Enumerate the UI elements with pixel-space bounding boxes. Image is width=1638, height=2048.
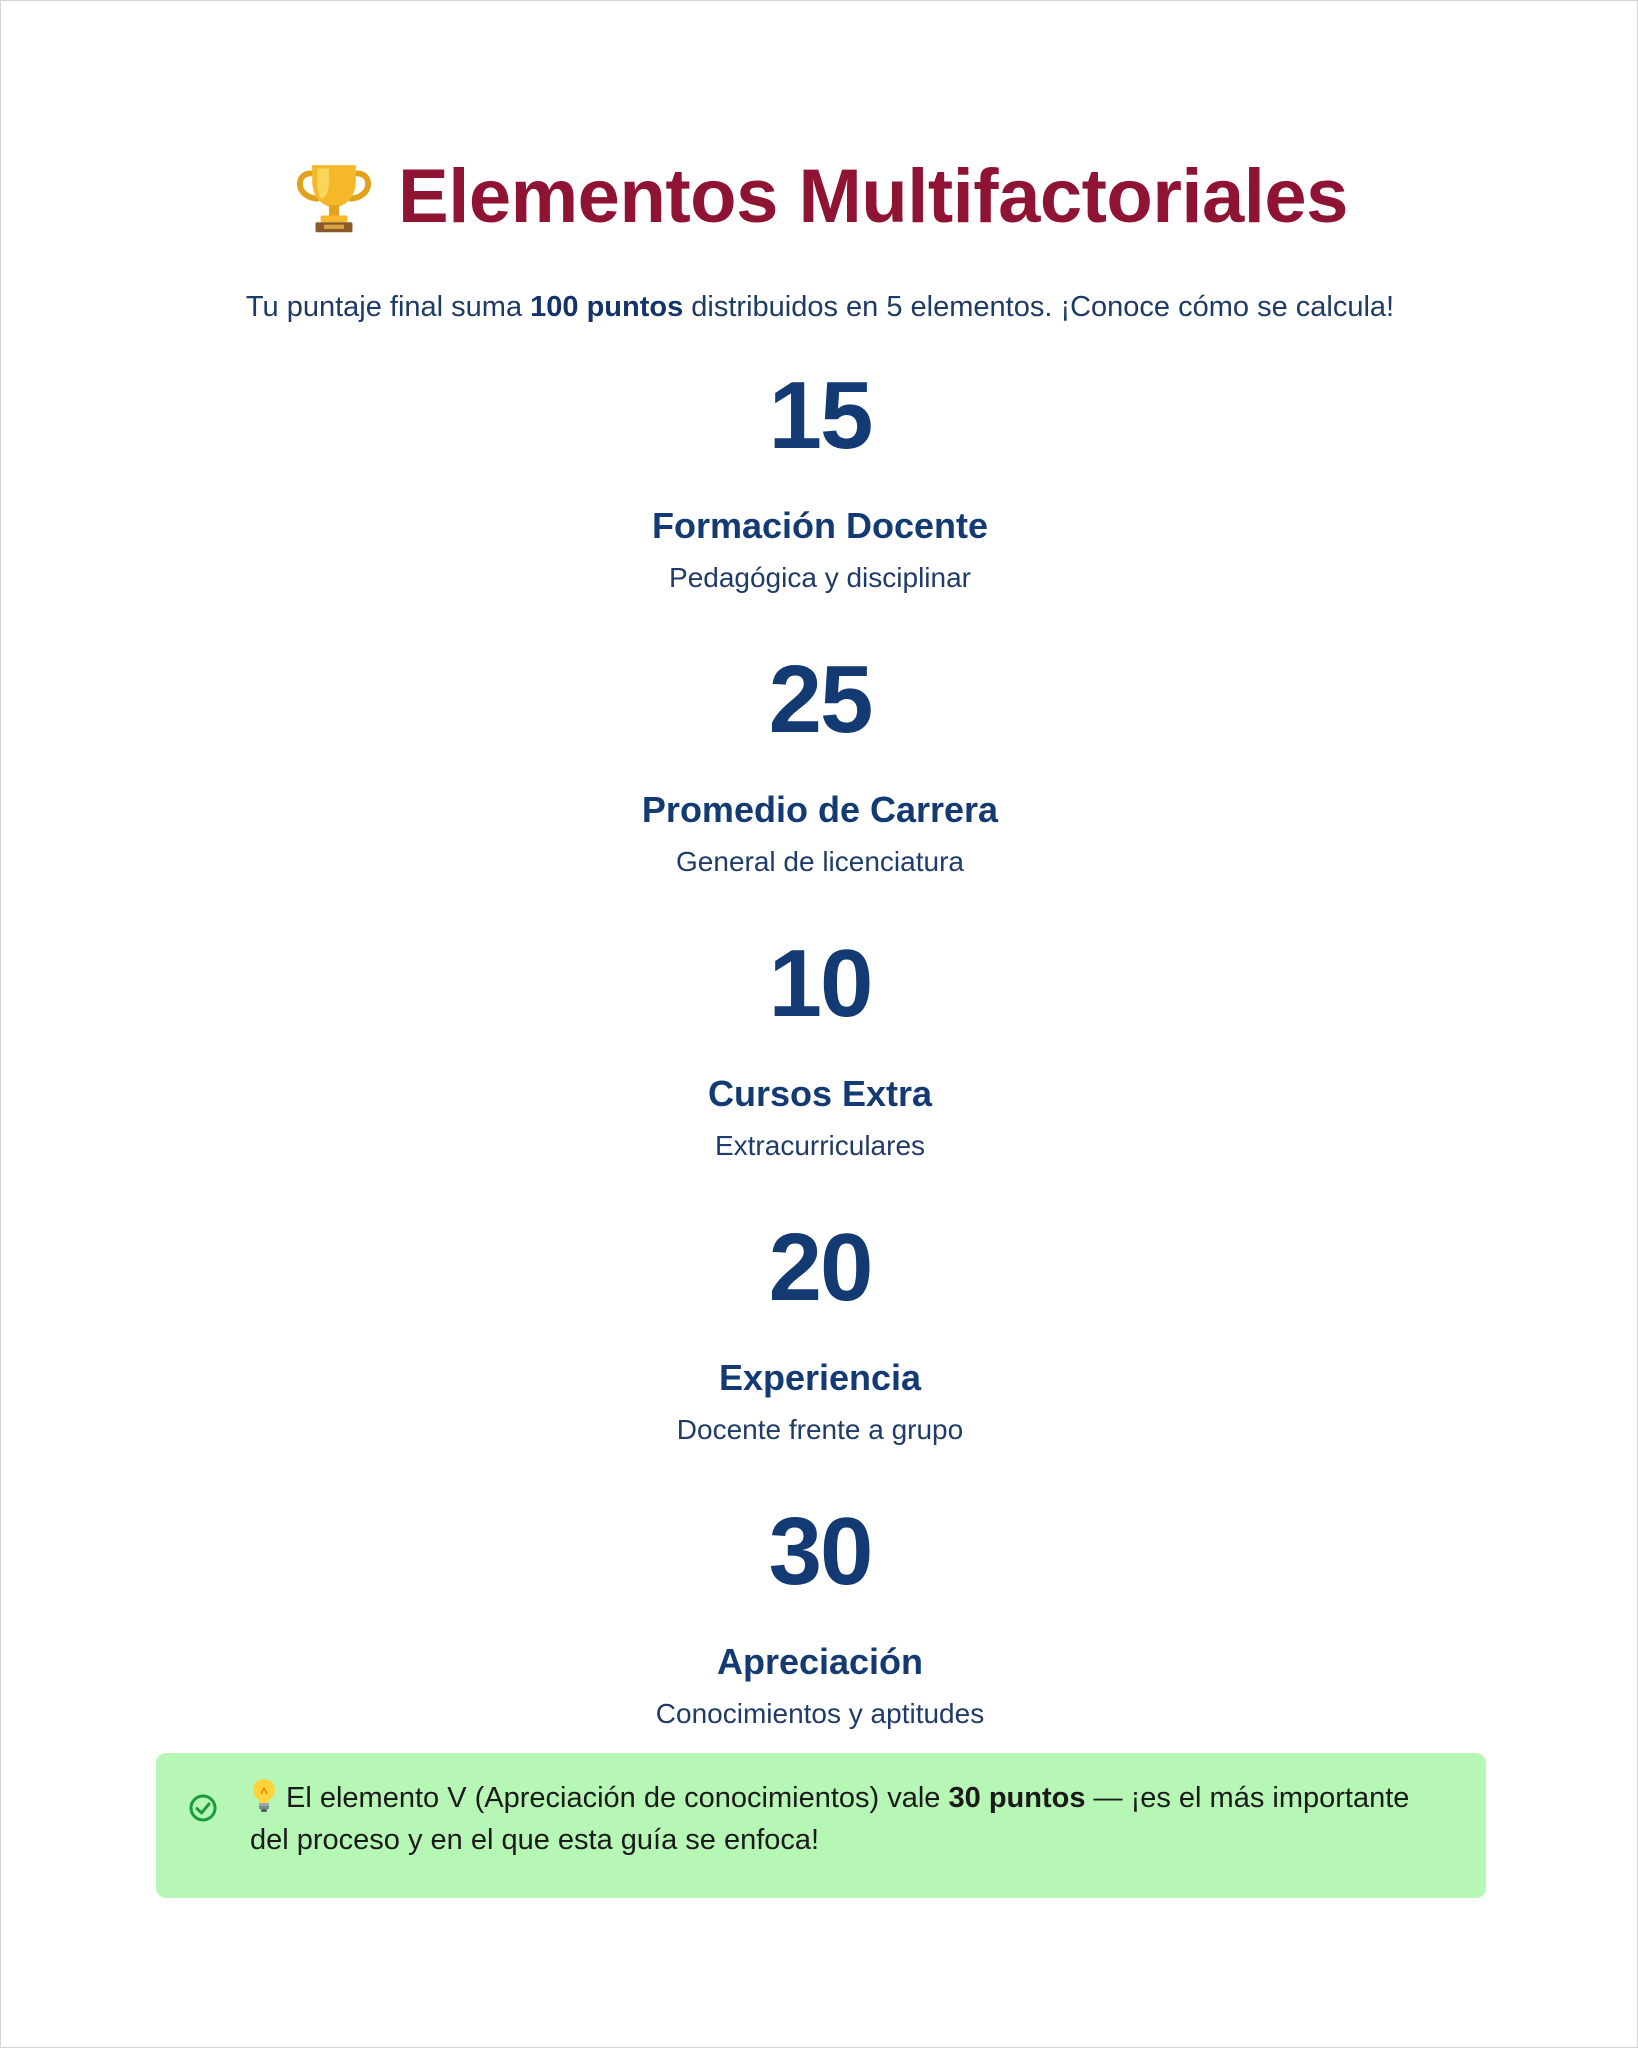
element-item: [1, 362, 1638, 598]
callout-prefix: El elemento V (Apreciación de conocimientos) vale: [286, 1782, 949, 1814]
element-description: Docente frente a grupo: [676, 1414, 964, 1445]
element-name: Cursos Extra: [707, 1073, 933, 1114]
element-description: Pedagógica y disciplinar: [669, 562, 971, 593]
callout-text: [250, 1777, 1430, 1861]
element-name: Formación Docente: [651, 505, 989, 546]
element-description: General de licenciatura: [676, 846, 964, 877]
info-callout: [156, 1753, 1486, 1898]
element-name: Experiencia: [718, 1357, 922, 1398]
callout-bold: 30 puntos: [948, 1782, 1086, 1814]
title-text: Elementos Multifactoriales: [398, 154, 1348, 239]
intro-prefix: Tu puntaje final suma: [245, 291, 531, 323]
element-value: 10: [768, 930, 872, 1037]
element-item: [1, 1214, 1638, 1450]
element-name: Apreciación: [716, 1641, 924, 1682]
element-value: 25: [768, 646, 872, 753]
callout-suffix: — ¡es el más importante del proceso y en el que esta guía se enfoca!: [250, 1782, 1410, 1856]
element-description: Conocimientos y aptitudes: [655, 1698, 985, 1729]
intro-suffix: distribuidos en 5 elementos. ¡Conoce cómo se calcula!: [683, 291, 1395, 323]
intro-text: [1, 287, 1638, 327]
element-item: [1, 646, 1638, 882]
element-value: 20: [768, 1214, 872, 1321]
element-name: Promedio de Carrera: [641, 789, 999, 830]
element-value: 30: [768, 1498, 872, 1605]
lightbulb-icon: [250, 1777, 278, 1813]
intro-bold: 100 puntos: [530, 291, 684, 323]
trophy-icon: [292, 155, 376, 239]
page-title: [1, 149, 1638, 245]
element-item: [1, 930, 1638, 1166]
element-value: 15: [768, 362, 872, 469]
check-circle-icon: [188, 1793, 218, 1823]
element-description: Extracurriculares: [714, 1130, 926, 1161]
element-item: [1, 1498, 1638, 1734]
